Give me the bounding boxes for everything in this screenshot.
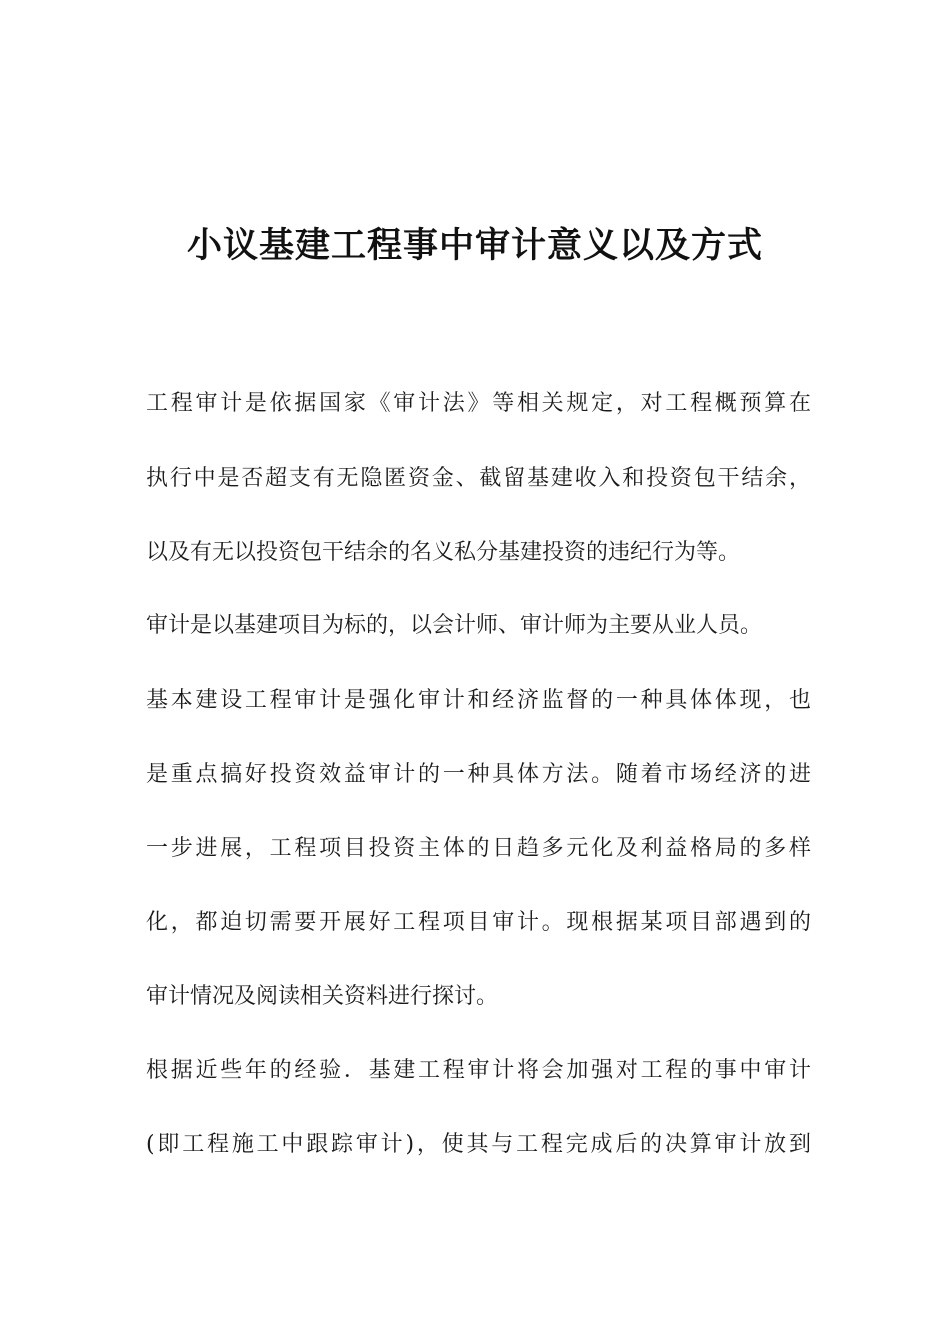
body-line-2: 执行中是否超支有无隐匿资金、截留基建收入和投资包干结余， [146,466,811,491]
body-line-1: 工程审计是依据国家《审计法》等相关规定，对工程概预算在 [146,391,811,416]
body-line-4: 审计是以基建项目为标的，以会计师、审计师为主要从业人员。 [146,613,763,638]
body-line-8: 化，都迫切需要开展好工程项目审计。现根据某项目部遇到的 [146,910,811,935]
body-line-11: (即工程施工中跟踪审计)，使其与工程完成后的决算审计放到 [146,1132,811,1157]
body-line-7: 一步进展，工程项目投资主体的日趋多元化及利益格局的多样 [146,836,811,861]
document-title: 小议基建工程事中审计意义以及方式 [186,226,763,266]
body-line-9: 审计情况及阅读相关资料进行探讨。 [146,984,499,1009]
body-line-6: 是重点搞好投资效益审计的一种具体方法。随着市场经济的进 [146,762,811,787]
body-line-3: 以及有无以投资包干结余的名义私分基建投资的违纪行为等。 [146,540,741,565]
body-line-5: 基本建设工程审计是强化审计和经济监督的一种具体体现，也 [146,688,811,713]
body-line-10: 根据近些年的经验．基建工程审计将会加强对工程的事中审计 [146,1058,811,1083]
